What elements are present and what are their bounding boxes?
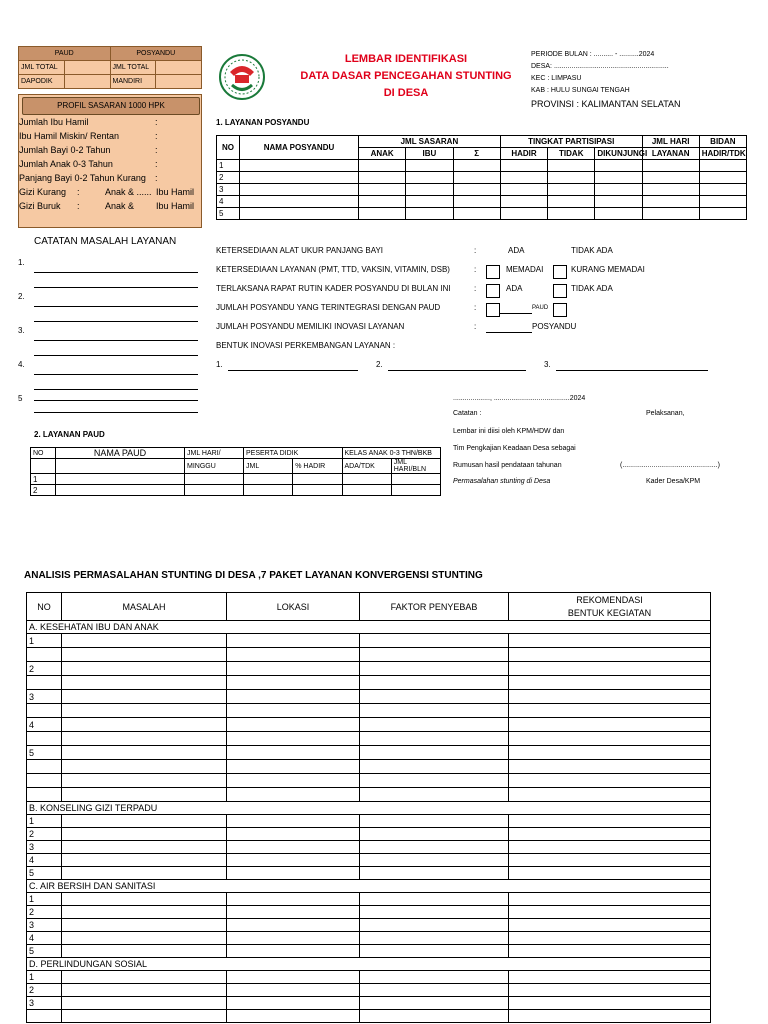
profile-item: Jumlah Anak 0-3 Tahun : bbox=[19, 159, 158, 169]
paud-count-box[interactable] bbox=[486, 303, 500, 317]
catatan-item[interactable]: 5 bbox=[18, 390, 202, 424]
col-dikunjungi: DIKUNJUNGI bbox=[595, 148, 642, 160]
signature-name[interactable]: (.................................................) bbox=[620, 462, 720, 469]
col-jml: JML bbox=[244, 459, 293, 474]
table-row[interactable]: 3 bbox=[27, 997, 711, 1010]
col-ada-tdk: ADA/TDK bbox=[342, 459, 391, 474]
col-no: NO bbox=[31, 448, 56, 459]
posyandu-table bbox=[216, 135, 747, 220]
profile-item: Panjang Bayi 0-2 Tahun Kurang : bbox=[19, 173, 158, 183]
col-nama-posyandu: NAMA POSYANDU bbox=[240, 136, 359, 160]
posyandu-section-title: 1. LAYANAN POSYANDU bbox=[216, 118, 310, 127]
table-row[interactable]: 1 bbox=[27, 815, 711, 828]
table-row[interactable] bbox=[27, 788, 711, 802]
table-row[interactable]: 3 bbox=[27, 690, 711, 704]
inovasi-field-3[interactable] bbox=[556, 370, 708, 371]
posyandu-terintegrasi-paud: JUMLAH POSYANDU YANG TERINTEGRASI DENGAN PAUD : PAUD bbox=[216, 303, 746, 322]
col-tidak: TIDAK bbox=[548, 148, 595, 160]
col-rekomendasi: REKOMENDASI BENTUK KEGIATAN bbox=[509, 593, 711, 621]
col-peserta-didik: PESERTA DIDIK bbox=[244, 448, 343, 459]
option-ada[interactable]: ADA bbox=[508, 246, 525, 255]
input-jml-total-posyandu[interactable] bbox=[156, 61, 202, 75]
kec-field: KEC : LIMPASU bbox=[531, 75, 582, 82]
catatan-item[interactable]: 4. bbox=[18, 356, 202, 390]
catatan-item[interactable]: 2. bbox=[18, 288, 202, 322]
bentuk-inovasi: BENTUK INOVASI PERKEMBANGAN LAYANAN : bbox=[216, 341, 396, 350]
signature-role: Kader Desa/KPM bbox=[646, 478, 701, 485]
col-jml-hari: JML HARI bbox=[642, 136, 699, 148]
ketersediaan-list bbox=[216, 246, 746, 379]
kurang-memadai-checkbox[interactable] bbox=[553, 265, 567, 279]
table-row[interactable]: 5 bbox=[217, 208, 747, 220]
profile-item: Ibu Hamil Miskin/ Rentan : bbox=[19, 131, 158, 141]
col-lokasi: LOKASI bbox=[227, 593, 360, 621]
col-ibu: IBU bbox=[406, 148, 453, 160]
gizi-buruk-row: Gizi Buruk : Anak & Ibu Hamil bbox=[19, 201, 195, 211]
cell-dapodik: DAPODIK bbox=[19, 75, 65, 89]
profile-items bbox=[19, 117, 203, 215]
table-row[interactable]: 1 bbox=[27, 634, 711, 648]
paud-table bbox=[30, 447, 441, 496]
col-masalah: MASALAH bbox=[62, 593, 227, 621]
posyandu-inovasi: JUMLAH POSYANDU MEMILIKI INOVASI LAYANAN : POSYANDU bbox=[216, 322, 577, 331]
table-row[interactable]: 2 bbox=[27, 662, 711, 676]
cell-jml-total-posyandu: JML TOTAL bbox=[110, 61, 156, 75]
table-row[interactable]: 3 bbox=[27, 919, 711, 932]
inovasi-field-2[interactable] bbox=[388, 370, 526, 371]
section-header: A. KESEHATAN IBU DAN ANAK bbox=[27, 621, 711, 634]
profile-item: Jumlah Ibu Hamil : bbox=[19, 117, 158, 127]
table-row[interactable]: 2 bbox=[27, 906, 711, 919]
table-row[interactable]: 1 bbox=[217, 160, 747, 172]
col-no: NO bbox=[27, 593, 62, 621]
table-row[interactable]: 2 bbox=[217, 172, 747, 184]
table-row[interactable]: 4 bbox=[27, 932, 711, 945]
catatan-label: Catatan : bbox=[453, 410, 482, 417]
signature-date: ..................., .......................................2024 bbox=[453, 395, 586, 402]
paud-section-title: 2. LAYANAN PAUD bbox=[34, 430, 105, 439]
col-nama-paud: NAMA PAUD bbox=[56, 448, 185, 459]
ada-checkbox[interactable] bbox=[486, 284, 500, 298]
note-line-4: Permasalahan stunting di Desa bbox=[453, 478, 551, 485]
table-row[interactable]: 1 bbox=[27, 893, 711, 906]
analisis-title: ANALISIS PERMASALAHAN STUNTING DI DESA ,7 PAKET LAYANAN KONVERGENSI STUNTING bbox=[24, 570, 483, 581]
profile-box bbox=[18, 46, 202, 228]
desa-field: DESA: ........................................................... bbox=[531, 63, 669, 70]
kab-field: KAB : HULU SUNGAI TENGAH bbox=[531, 87, 630, 94]
table-row[interactable] bbox=[27, 1010, 711, 1023]
table-row[interactable]: 2 bbox=[31, 485, 441, 496]
section-header: C. AIR BERSIH DAN SANITASI bbox=[27, 880, 711, 893]
table-row[interactable] bbox=[27, 760, 711, 774]
inovasi-fields: 1. 2. 3. bbox=[216, 360, 746, 379]
periode-info bbox=[531, 51, 761, 111]
col-layanan: LAYANAN bbox=[642, 148, 699, 160]
table-row[interactable]: 3 bbox=[217, 184, 747, 196]
note-line-2: Tim Pengkajian Keadaan Desa sebagai bbox=[453, 445, 576, 452]
ketersediaan-alat-ukur: KETERSEDIAAN ALAT UKUR PANJANG BAYI : ADA TIDAK ADA bbox=[216, 246, 613, 255]
catatan-item[interactable]: 3. bbox=[18, 322, 202, 356]
table-row[interactable]: 2 bbox=[27, 984, 711, 997]
cell-jml-total-paud: JML TOTAL bbox=[19, 61, 65, 75]
table-row[interactable]: 4 bbox=[27, 718, 711, 732]
col-persen-hadir: % HADIR bbox=[293, 459, 342, 474]
cell-mandiri: MANDIRI bbox=[110, 75, 156, 89]
input-dapodik[interactable] bbox=[64, 75, 110, 89]
col-no: NO bbox=[217, 136, 240, 160]
gizi-kurang-row: Gizi Kurang : Anak & ...... Ibu Hamil bbox=[19, 187, 195, 197]
col-jml-hari: JML HARI/ bbox=[185, 448, 244, 459]
profil-sasaran-button[interactable]: PROFIL SASARAN 1000 HPK bbox=[22, 97, 200, 115]
table-row[interactable]: 2 bbox=[27, 828, 711, 841]
inovasi-field-1[interactable] bbox=[228, 370, 358, 371]
table-row[interactable]: 3 bbox=[27, 841, 711, 854]
tidak-ada-checkbox[interactable] bbox=[553, 284, 567, 298]
table-row[interactable] bbox=[27, 732, 711, 746]
profile-summary-table bbox=[18, 46, 202, 89]
rapat-rutin: TERLAKSANA RAPAT RUTIN KADER POSYANDU DI BULAN INI : ADA TIDAK ADA bbox=[216, 284, 746, 303]
col-jml-hari-bln: JML HARI/BLN bbox=[391, 459, 440, 474]
table-row[interactable] bbox=[27, 648, 711, 662]
col-hadir-tdk: HADIR/TDK bbox=[699, 148, 746, 160]
table-row[interactable]: 4 bbox=[217, 196, 747, 208]
col-jml-sasaran: JML SASARAN bbox=[359, 136, 501, 148]
pelaksana-label: Pelaksanan, bbox=[646, 410, 685, 417]
input-jml-total-paud[interactable] bbox=[64, 61, 110, 75]
catatan-list[interactable] bbox=[18, 254, 202, 424]
catatan-item[interactable]: 1. bbox=[18, 254, 202, 288]
col-anak: ANAK bbox=[359, 148, 406, 160]
col-faktor-penyebab: FAKTOR PENYEBAB bbox=[360, 593, 509, 621]
note-line-3: Rumusan hasil pendataan tahunan bbox=[453, 462, 562, 469]
inovasi-count-field[interactable] bbox=[486, 332, 532, 333]
col-bidan: BIDAN bbox=[699, 136, 746, 148]
col-sigma: Σ bbox=[453, 148, 500, 160]
table-row[interactable] bbox=[27, 704, 711, 718]
paud-extra-box[interactable] bbox=[553, 303, 567, 317]
table-row[interactable]: 1 bbox=[31, 474, 441, 485]
ministry-logo bbox=[216, 52, 268, 102]
table-row[interactable]: 5 bbox=[27, 867, 711, 880]
table-row[interactable] bbox=[27, 676, 711, 690]
document-title: LEMBAR IDENTIFIKASI DATA DASAR PENCEGAHAN STUNTING DI DESA bbox=[300, 53, 512, 99]
section-header: D. PERLINDUNGAN SOSIAL bbox=[27, 958, 711, 971]
col-kelas-anak: KELAS ANAK 0-3 THN/BKB bbox=[342, 448, 441, 459]
posyandu-header: POSYANDU bbox=[110, 47, 202, 61]
col-minggu: MINGGU bbox=[185, 459, 244, 474]
analisis-table bbox=[26, 592, 711, 1023]
provinsi-field: PROVINSI : KALIMANTAN SELATAN bbox=[531, 99, 681, 109]
paud-header: PAUD bbox=[19, 47, 111, 61]
profile-item: Jumlah Bayi 0-2 Tahun : bbox=[19, 145, 158, 155]
table-row[interactable]: 5 bbox=[27, 945, 711, 958]
note-line-1: Lembar ini diisi oleh KPM/HDW dan bbox=[453, 428, 565, 435]
table-row[interactable]: 5 bbox=[27, 746, 711, 760]
table-row[interactable]: 4 bbox=[27, 854, 711, 867]
catatan-title: CATATAN MASALAH LAYANAN bbox=[34, 236, 177, 247]
memadai-checkbox[interactable] bbox=[486, 265, 500, 279]
table-row[interactable] bbox=[27, 774, 711, 788]
ketersediaan-layanan: KETERSEDIAAN LAYANAN (PMT, TTD, VAKSIN, VITAMIN, DSB) : MEMADAI KURANG MEMADAI bbox=[216, 265, 746, 284]
table-row[interactable]: 1 bbox=[27, 971, 711, 984]
section-header: B. KONSELING GIZI TERPADU bbox=[27, 802, 711, 815]
periode-bulan: PERIODE BULAN : .......... - ..........2024 bbox=[531, 51, 655, 58]
option-tidak-ada[interactable]: TIDAK ADA bbox=[571, 246, 613, 255]
col-hadir: HADIR bbox=[500, 148, 547, 160]
input-mandiri[interactable] bbox=[156, 75, 202, 89]
col-tingkat-partisipasi: TINGKAT PARTISIPASI bbox=[500, 136, 642, 148]
